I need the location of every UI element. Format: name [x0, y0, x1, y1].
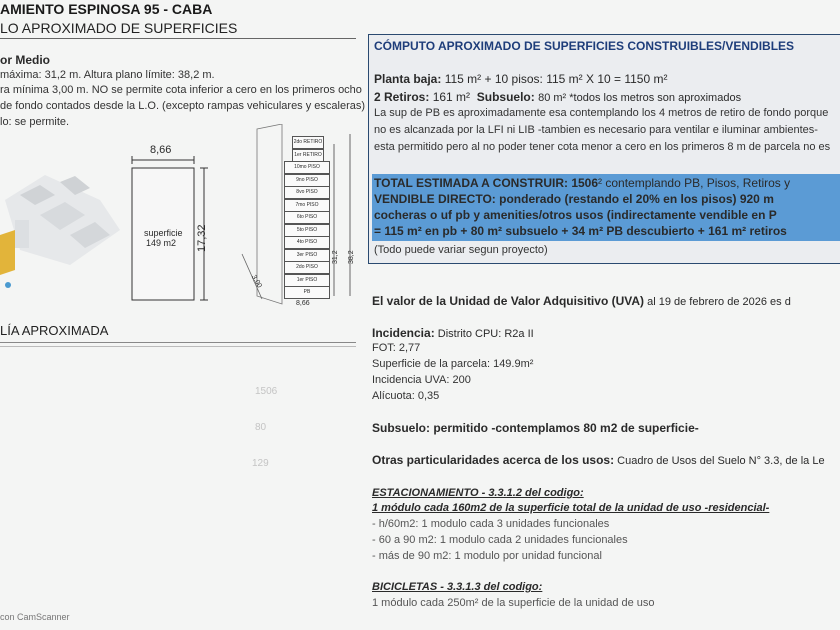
incidencia-uva-line: Incidencia UVA: 200 [372, 374, 471, 386]
fot-line: FOT: 2,77 [372, 342, 421, 354]
estac-line-4: - más de 90 m2: 1 modulo por unidad funcional [372, 550, 602, 562]
document-title: AMIENTO ESPINOSA 95 - CABA [0, 1, 213, 17]
alicuota-line: Alícuota: 0,35 [372, 390, 440, 402]
box-para-3: esta permitido pero al no poder tener cota menor a cero en los primeros 8 m de parcela no es [374, 141, 831, 153]
uva-lead: El valor de la Unidad de Valor Adquisitivo (UVA) [372, 294, 645, 308]
subsuelo-value: 80 m² *todos los metros son aproximados [538, 92, 742, 104]
header-divider [0, 38, 356, 39]
aerial-city-illustration [0, 140, 125, 290]
building-floor: 1er PISO [284, 274, 330, 287]
building-floor: 6to PISO [284, 211, 330, 224]
side-dim-label: 3,00 [249, 274, 263, 290]
section-divider-2 [0, 346, 356, 347]
building-floor: 2do RETIRO [292, 136, 324, 149]
incidencia-label: Incidencia: [372, 326, 435, 340]
total-label: TOTAL ESTIMADA A CONSTRUIR: 1506 [374, 176, 599, 190]
otras-line [372, 453, 825, 467]
box-para-2: no es alcanzada por la LFI ni LIB -tambien es necesario para ventilar e iluminar ambientes- [374, 124, 818, 136]
faded-value-2: 80 [255, 422, 267, 433]
height-312-label: 31,2 [332, 250, 339, 264]
plot-area-label-2: 149 m2 [146, 238, 177, 248]
incidencia-value: Distrito CPU: R2a II [434, 328, 534, 340]
uva-rest: al 19 de febrero de 2026 es d [644, 296, 791, 308]
building-section-diagram [232, 124, 357, 309]
building-floor: 7mo PISO [284, 199, 330, 212]
zone-line-1: máxima: 31,2 m. Altura plano límite: 38,2 m. [0, 69, 215, 81]
estacionamiento-title: ESTACIONAMIENTO - 3.3.1.2 del codigo: [372, 487, 584, 499]
vendible-line-3: = 115 m² en pb + 80 m² subsuelo + 34 m² PB descubierto + 161 m² retiros [374, 224, 787, 238]
faded-value-1: 1506 [255, 386, 278, 397]
scanner-watermark: con CamScanner [0, 612, 70, 622]
vendible-line-2: cocheras o uf pb y amenities/otros usos (indirectamente vendible en P [374, 208, 777, 222]
building-floor: 10mo PISO [284, 161, 330, 174]
section-title: LÍA APROXIMADA [0, 323, 109, 338]
incidencia-line [372, 326, 534, 340]
retiros-line [374, 90, 741, 104]
zone-line-4: lo: se permite. [0, 116, 70, 128]
building-floor: 4to PISO [284, 236, 330, 249]
total-rest: ² contemplando PB, Pisos, Retiros y [598, 176, 791, 190]
building-floor: 3er PISO [284, 249, 330, 262]
document-subtitle: LO APROXIMADO DE SUPERFICIES [0, 20, 238, 36]
building-floor: 2do PISO [284, 261, 330, 274]
height-382-label: 38,2 [348, 250, 355, 264]
building-floor: 5to PISO [284, 224, 330, 237]
plot-plan-diagram [122, 140, 232, 310]
otras-label: Otras particularidades acerca de los usos: [372, 453, 615, 467]
estac-line-3: - 60 a 90 m2: 1 modulo cada 2 unidades funcionales [372, 534, 628, 546]
section-divider [0, 342, 356, 343]
otras-rest: Cuadro de Usos del Suelo N° 3.3, de la Le [614, 455, 825, 467]
bici-line: 1 módulo cada 250m² de la superficie de la unidad de uso [372, 597, 655, 609]
base-dim-label: 8,66 [296, 300, 310, 307]
sup-parcela-line: Superficie de la parcela: 149.9m² [372, 358, 534, 370]
building-floor: 9no PISO [284, 174, 330, 187]
estac-line-2: - h/60m2: 1 modulo cada 3 unidades funcionales [372, 518, 610, 530]
uva-line [372, 294, 791, 308]
total-line [374, 176, 790, 190]
planta-baja-label: Planta baja: [374, 72, 442, 86]
faded-value-3: 129 [252, 458, 269, 469]
zone-subheading: or Medio [0, 53, 50, 67]
bicicletas-title: BICICLETAS - 3.3.1.3 del codigo: [372, 581, 543, 593]
zone-line-2: ra mínima 3,00 m. NO se permite cota inferior a cero en los primeros ocho [0, 84, 362, 96]
zone-line-3: de fondo contados desde la L.O. (excepto rampas vehiculares y escaleras) [0, 100, 366, 112]
plot-area-label-1: superficie [144, 228, 183, 238]
building-floor: 1er RETIRO [292, 149, 324, 162]
retiros-value: 161 m² [432, 90, 471, 104]
estac-line-1: 1 módulo cada 160m2 de la superficie total de la unidad de uso -residencial- [372, 502, 770, 514]
plot-width-label: 8,66 [150, 144, 172, 156]
building-floor: 8vo PISO [284, 186, 330, 199]
building-floor: PB [284, 286, 330, 299]
retiros-label: 2 Retiros: [374, 90, 430, 104]
box-note: (Todo puede variar segun proyecto) [374, 244, 548, 256]
subsuelo-permitido: Subsuelo: permitido -contemplamos 80 m2 de superficie- [372, 421, 699, 435]
box-para-1: La sup de PB es aproximadamente esa contemplando los 4 metros de retiro de fondo porque [374, 107, 829, 119]
plot-depth-label: 17,32 [196, 224, 208, 252]
planta-baja-line [374, 72, 667, 86]
planta-baja-text: 115 m² + 10 pisos: 115 m² X 10 = 1150 m² [444, 72, 668, 86]
computation-title: CÓMPUTO APROXIMADO DE SUPERFICIES CONSTRUIBLES/VENDIBLES [374, 39, 795, 53]
subsuelo-label: Subsuelo: [476, 90, 535, 104]
vendible-line-1: VENDIBLE DIRECTO: ponderado (restando el 20% en los pisos) 920 m [374, 192, 774, 206]
